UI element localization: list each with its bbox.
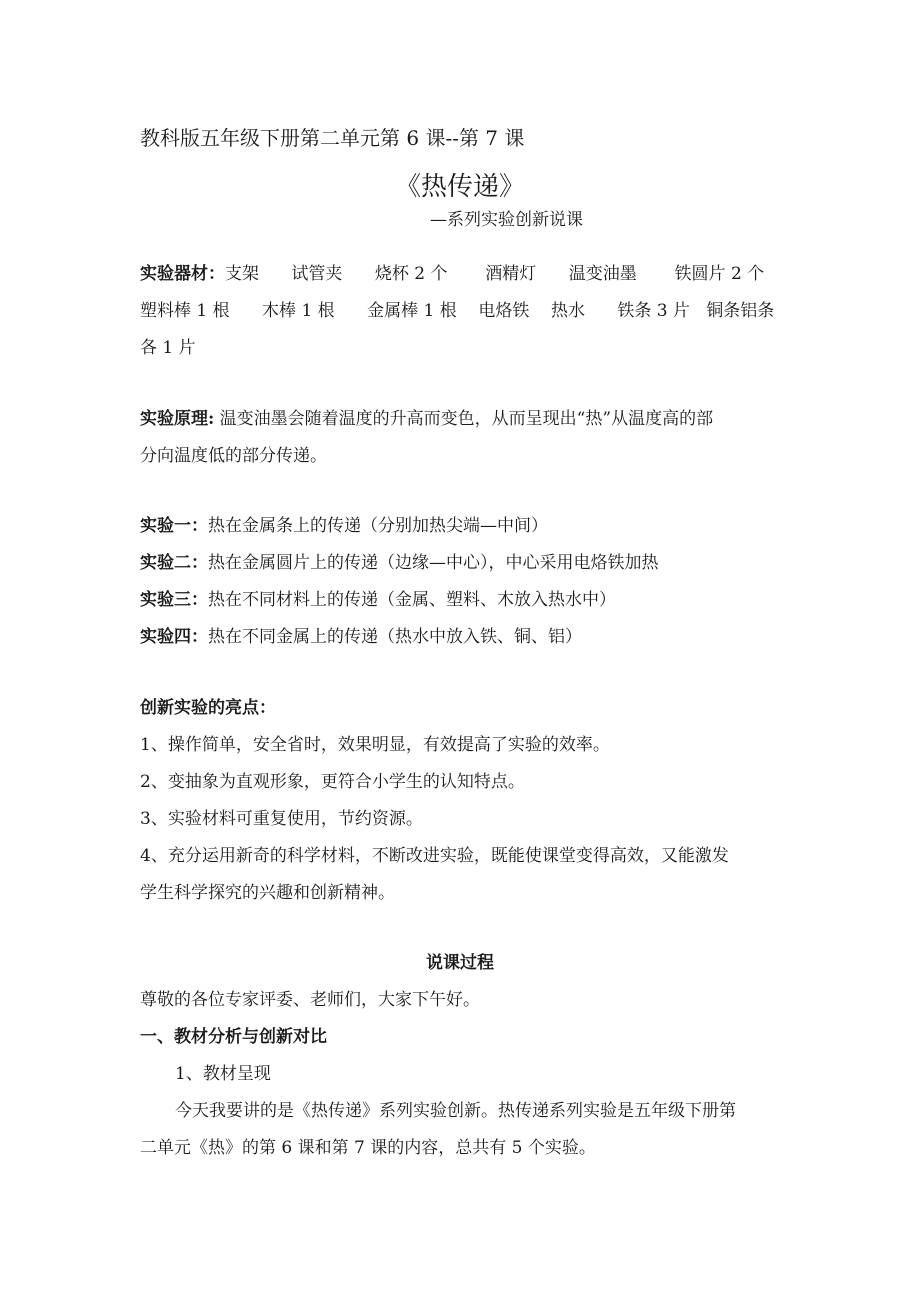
experiment-1-label: 实验一： <box>140 516 208 536</box>
materials-line-1 <box>140 263 764 285</box>
highlight-item-4-cont: 学生科学探究的兴趣和创新精神。 <box>140 883 395 903</box>
highlights-heading-text: 创新实验的亮点： <box>140 698 276 718</box>
principle-line-2: 分向温度低的部分传递。 <box>140 446 327 466</box>
course-info: 教科版五年级下册第二单元第 6 课--第 7 课 <box>140 126 525 150</box>
highlight-item-2: 2、变抽象为直观形象，更符合小学生的认知特点。 <box>140 772 525 792</box>
materials-line-2: 塑料棒 1 根 木棒 1 根 金属棒 1 根 电烙铁 热水 铁条 3 片 铜条铝条 <box>140 301 775 321</box>
greeting: 尊敬的各位专家评委、老师们，大家下午好。 <box>140 990 480 1010</box>
materials-line-3: 各 1 片 <box>140 338 196 358</box>
talk-heading-text: 说课过程 <box>426 953 494 973</box>
experiment-2-label: 实验二： <box>140 553 208 573</box>
experiment-2 <box>140 552 659 574</box>
materials-text-1: 支架 试管夹 烧杯 2 个 酒精灯 温变油墨 铁圆片 2 个 <box>225 264 765 284</box>
experiment-3-label: 实验三： <box>140 590 208 610</box>
principle-line-1 <box>140 408 713 430</box>
doc-subtitle: —系列实验创新说课 <box>430 210 583 230</box>
section-1-heading <box>140 1026 327 1048</box>
experiment-3 <box>140 589 616 611</box>
experiment-3-text: 热在不同材料上的传递（金属、塑料、木放入热水中） <box>208 590 616 610</box>
principle-text-1: 温变油墨会随着温度的升高而变色，从而呈现出“热”从温度高的部 <box>214 409 714 429</box>
talk-heading <box>0 952 920 974</box>
doc-title: 《热传递》 <box>394 172 525 202</box>
highlight-item-1: 1、操作简单，安全省时，效果明显，有效提高了实验的效率。 <box>140 735 610 755</box>
experiment-1 <box>140 515 548 537</box>
highlight-item-4: 4、充分运用新奇的科学材料，不断改进实验，既能使课堂变得高效，又能激发 <box>140 846 729 866</box>
highlights-heading <box>140 697 276 719</box>
experiment-4-label: 实验四： <box>140 627 208 647</box>
paragraph-line-2: 二单元《热》的第 6 课和第 7 课的内容，总共有 5 个实验。 <box>140 1138 596 1158</box>
experiment-4-text: 热在不同金属上的传递（热水中放入铁、铜、铝） <box>208 627 582 647</box>
section-1-text: 一、教材分析与创新对比 <box>140 1027 327 1047</box>
experiment-4 <box>140 626 582 648</box>
principle-label: 实验原理: <box>140 409 215 429</box>
experiment-2-text: 热在金属圆片上的传递（边缘—中心），中心采用电烙铁加热 <box>208 553 659 573</box>
subsection-1: 1、教材呈现 <box>175 1064 271 1084</box>
paragraph-line-1: 今天我要讲的是《热传递》系列实验创新。热传递系列实验是五年级下册第 <box>175 1101 736 1121</box>
experiment-1-text: 热在金属条上的传递（分别加热尖端—中间） <box>208 516 548 536</box>
highlight-item-3: 3、实验材料可重复使用，节约资源。 <box>140 809 423 829</box>
materials-label: 实验器材： <box>140 264 225 284</box>
